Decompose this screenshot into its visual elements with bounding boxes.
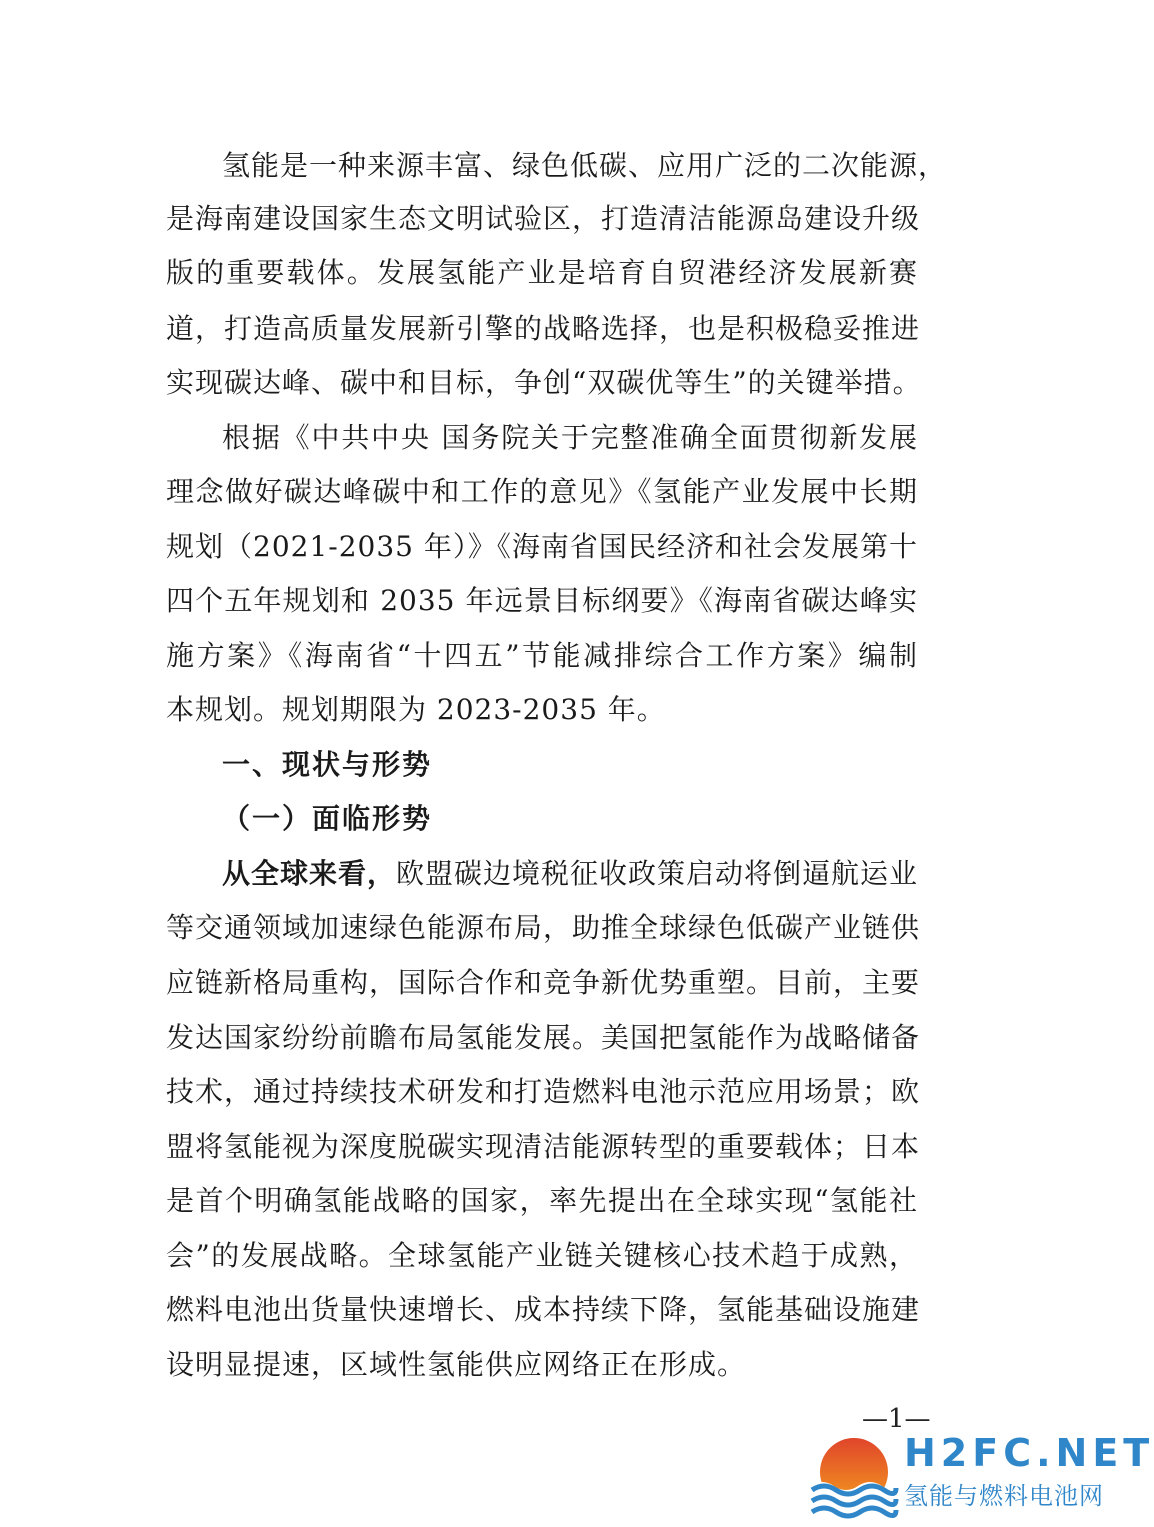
watermark-subtitle: 氢能与燃料电池网 xyxy=(904,1482,1104,1510)
paragraph-line: 是海南建设国家生态文明试验区，打造清洁能源岛建设升级 xyxy=(166,202,921,235)
paragraph-line: 版的重要载体。发展氢能产业是培育自贸港经济发展新赛 xyxy=(166,256,918,289)
paragraph-text: 欧盟碳边境税征收政策启动将倒逼航运业 xyxy=(396,857,919,890)
site-watermark xyxy=(806,1428,1154,1524)
paragraph-line: 四个五年规划和 2035 年远景目标纲要》《海南省碳达峰实 xyxy=(166,584,918,617)
paragraph-line: 实现碳达峰、碳中和目标，争创“双碳优等生”的关键举措。 xyxy=(166,366,922,399)
paragraph-line: 氢能是一种来源丰富、绿色低碳、应用广泛的二次能源， xyxy=(222,149,948,182)
paragraph-line: 理念做好碳达峰碳中和工作的意见》《氢能产业发展中长期 xyxy=(166,475,918,508)
paragraph-line: 技术，通过持续技术研发和打造燃料电池示范应用场景；欧 xyxy=(166,1075,921,1108)
paragraph-line: 燃料电池出货量快速增长、成本持续下降，氢能基础设施建 xyxy=(166,1293,921,1326)
paragraph-lead: 从全球来看， xyxy=(222,857,397,890)
paragraph-line: 是首个明确氢能战略的国家，率先提出在全球实现“氢能社 xyxy=(166,1184,918,1217)
paragraph-line: 设明显提速，区域性氢能供应网络正在形成。 xyxy=(166,1348,747,1381)
watermark-brand: H2FC.NET xyxy=(904,1431,1154,1475)
paragraph-line: 道，打造高质量发展新引擎的战略选择，也是积极稳妥推进 xyxy=(166,312,921,345)
paragraph-line: 应链新格局重构，国际合作和竞争新优势重塑。目前，主要 xyxy=(166,966,921,999)
paragraph-line: 盟将氢能视为深度脱碳实现清洁能源转型的重要载体；日本 xyxy=(166,1130,921,1163)
paragraph-line: 会”的发展战略。全球氢能产业链关键核心技术趋于成熟， xyxy=(166,1239,918,1272)
paragraph-line: 施方案》《海南省“十四五”节能减排综合工作方案》编制 xyxy=(166,639,918,672)
section-heading: 一、现状与形势 xyxy=(222,748,433,781)
paragraph-line: 发达国家纷纷前瞻布局氢能发展。美国把氢能作为战略储备 xyxy=(166,1021,921,1054)
sun-waves-logo-icon xyxy=(806,1428,898,1524)
subsection-heading: （一）面临形势 xyxy=(222,802,433,835)
page-number: —1— xyxy=(862,1404,931,1434)
paragraph-line xyxy=(222,854,918,894)
paragraph-line: 等交通领域加速绿色能源布局，助推全球绿色低碳产业链供 xyxy=(166,911,921,944)
paragraph-line: 本规划。规划期限为 2023-2035 年。 xyxy=(166,693,666,726)
paragraph-line: 规划（2021-2035 年）》《海南省国民经济和社会发展第十 xyxy=(166,530,918,563)
paragraph-line: 根据《中共中央 国务院关于完整准确全面贯彻新发展 xyxy=(222,421,918,454)
